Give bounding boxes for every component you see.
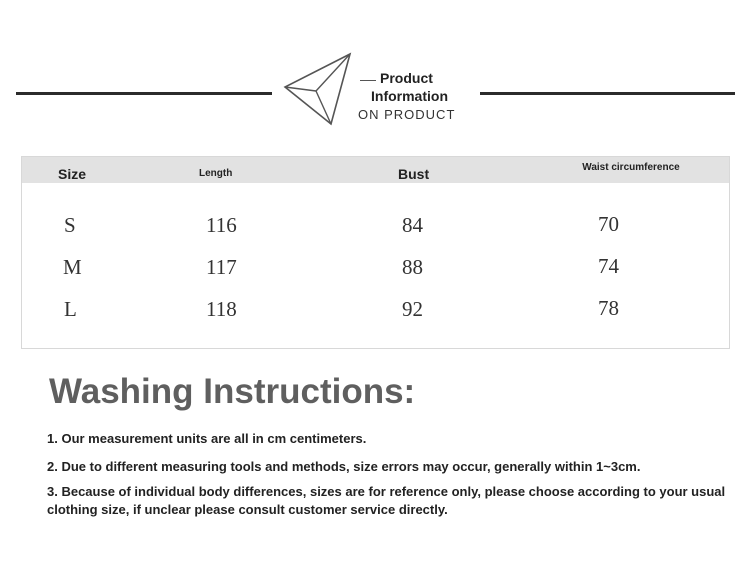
size-table <box>21 156 730 349</box>
header-rule-left <box>16 92 272 95</box>
cell-waist-l: 78 <box>598 296 619 320</box>
cell-waist-m: 74 <box>598 254 619 278</box>
cell-size-s: S <box>64 213 76 237</box>
cell-length-s: 116 <box>206 213 237 237</box>
washing-note-2: 2. Due to different measuring tools and methods, size errors may occur, generally within 1~3cm. <box>47 459 641 474</box>
cell-bust-s: 84 <box>402 213 423 237</box>
cell-bust-m: 88 <box>402 255 423 279</box>
header-bust: Bust <box>398 166 430 182</box>
header-rule-right <box>480 92 735 95</box>
cell-bust-l: 92 <box>402 297 423 321</box>
cell-length-l: 118 <box>206 297 237 321</box>
heading-line-on-product: ON PRODUCT <box>358 107 456 122</box>
header-length: Length <box>199 168 233 179</box>
header-size: Size <box>58 166 87 182</box>
heading-dash <box>360 80 376 81</box>
washing-note-3: 3. Because of individual body differences, sizes are for reference only, please choose according to your usual clothing size, if unclear please consult customer service directly. <box>47 484 726 517</box>
heading-line-information: Information <box>371 88 448 104</box>
size-table-header <box>22 157 729 183</box>
cell-length-m: 117 <box>206 255 237 279</box>
cell-waist-s: 70 <box>598 212 619 236</box>
cell-size-m: M <box>63 255 82 279</box>
heading-line-product: Product <box>380 70 433 86</box>
header-waist: Waist circumference <box>582 162 680 173</box>
pyramid-logo-icon <box>282 50 358 130</box>
washing-note-1: 1. Our measurement units are all in cm centimeters. <box>47 431 367 446</box>
cell-size-l: L <box>64 297 77 321</box>
washing-instructions-title: Washing Instructions: <box>49 372 416 411</box>
